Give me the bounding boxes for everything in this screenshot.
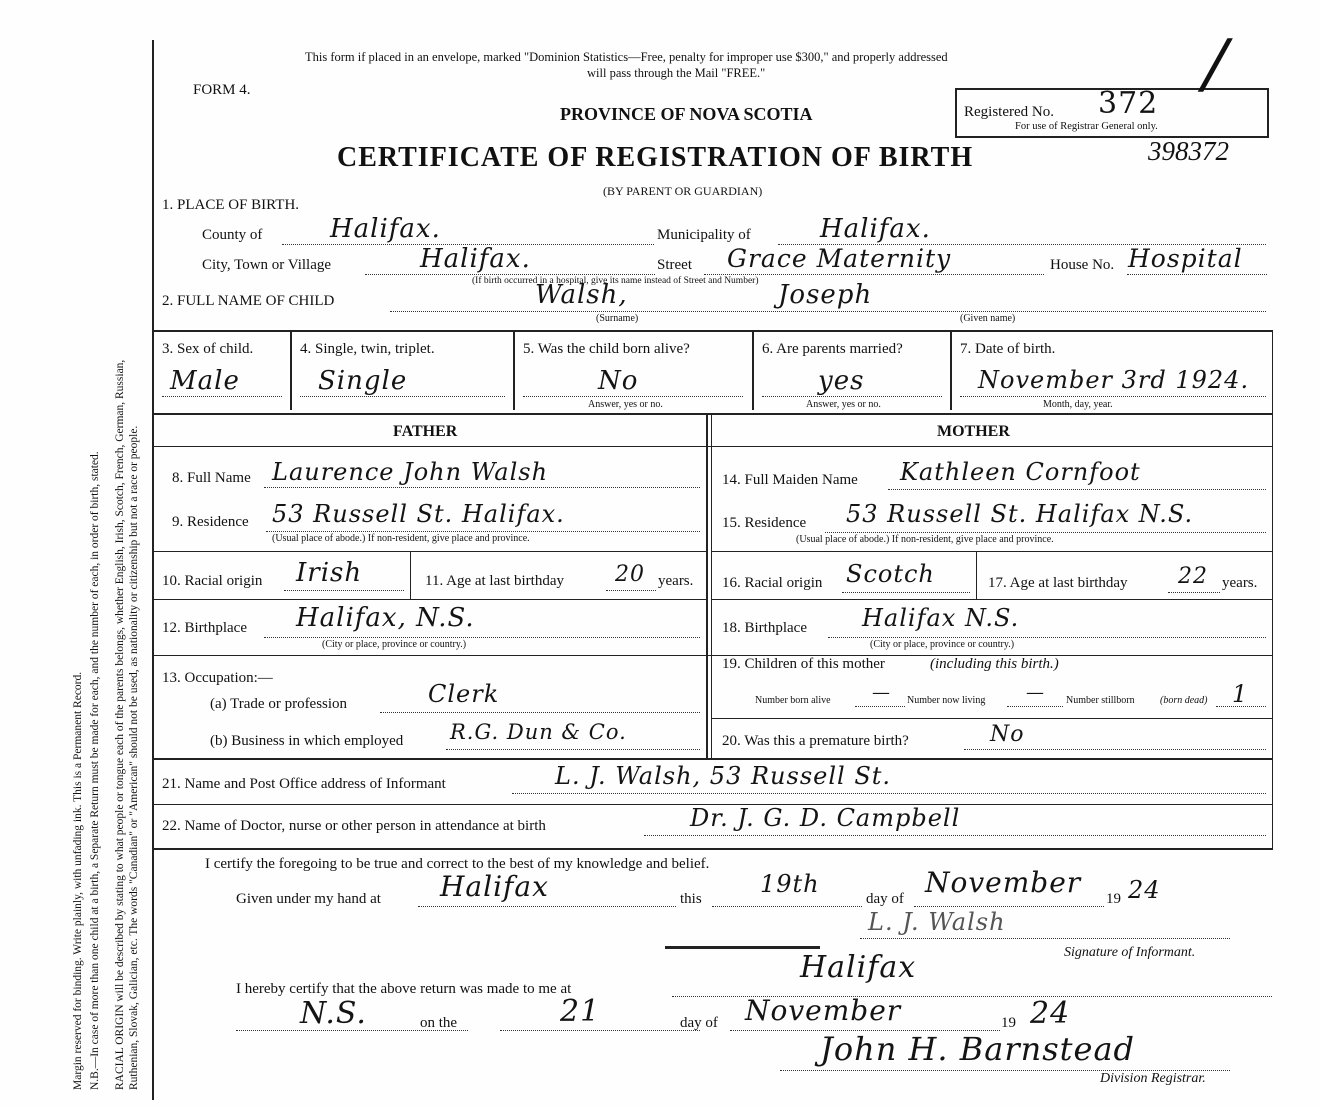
given-place-value: Halifax: [440, 870, 549, 903]
registrar-year-prefix: 19: [1001, 1015, 1016, 1031]
mother-years: years.: [1222, 575, 1258, 591]
father-business-label: (b) Business in which employed: [210, 733, 404, 749]
municipality-value: Halifax.: [820, 214, 931, 244]
dob-value: November 3rd 1924.: [978, 366, 1250, 394]
born-alive-label: Number born alive: [755, 695, 831, 706]
mother-children-note: (including this birth.): [930, 656, 1059, 672]
alive-caption: Answer, yes or no.: [588, 399, 663, 410]
corner-mark: /: [1194, 21, 1236, 109]
certification-statement: I certify the foregoing to be true and correct to the best of my knowledge and belief.: [205, 856, 710, 872]
given-caption: (Given name): [960, 313, 1016, 324]
now-living-label: Number now living: [907, 695, 986, 706]
surname-caption: (Surname): [596, 313, 639, 324]
mother-birthplace-caption: (City or place, province or country.): [870, 639, 1015, 650]
father-name-value: Laurence John Walsh: [272, 458, 549, 486]
house-label: House No.: [1050, 257, 1115, 273]
child-given-value: Joseph: [778, 280, 873, 310]
stillborn-label: Number stillborn: [1066, 695, 1135, 706]
informant-label: 21. Name and Post Office address of Informant: [162, 776, 446, 792]
given-year-value: 24: [1128, 876, 1161, 904]
on-the-label: on the: [420, 1015, 458, 1031]
doctor-label: 22. Name of Doctor, nurse or other person in attendance at birth: [162, 818, 546, 834]
father-residence-value: 53 Russell St. Halifax.: [272, 500, 565, 528]
city-label: City, Town or Village: [202, 257, 332, 273]
registrar-day-value: 21: [560, 994, 601, 1029]
father-occupation-label: 13. Occupation:—: [162, 670, 273, 686]
stamp-number: 398372: [1148, 136, 1229, 166]
registrar-signature: John H. Barnstead: [820, 1030, 1136, 1068]
married-value: yes: [818, 366, 865, 396]
province-heading: PROVINCE OF NOVA SCOTIA: [560, 104, 813, 124]
now-living-value: —: [1026, 682, 1045, 703]
form-right-border: [1272, 330, 1273, 850]
registered-number: 372: [1098, 86, 1159, 121]
doctor-value: Dr. J. G. D. Campbell: [690, 804, 961, 832]
sex-value: Male: [170, 366, 240, 396]
father-trade-label: (a) Trade or profession: [210, 696, 348, 712]
certificate-title: CERTIFICATE OF REGISTRATION OF BIRTH: [337, 142, 974, 173]
father-birthplace-value: Halifax, N.S.: [296, 603, 475, 633]
mother-age-label: 17. Age at last birthday: [988, 575, 1128, 591]
day-of-label: day of: [866, 891, 904, 907]
stillborn-value: 1: [1232, 680, 1249, 708]
mother-birthplace-label: 18. Birthplace: [722, 620, 807, 636]
hospital-note: (If birth occurred in a hospital, give its name instead of Street and Number): [472, 276, 759, 286]
father-business-value: R.G. Dun & Co.: [450, 720, 627, 744]
mother-residence-caption: (Usual place of abode.) If non-resident, give place and province.: [796, 534, 1054, 545]
premature-value: No: [990, 722, 1025, 747]
married-label: 6. Are parents married?: [762, 341, 903, 357]
signature-caption: Signature of Informant.: [1064, 945, 1196, 960]
child-surname-value: Walsh,: [535, 280, 628, 310]
separator-rule: [665, 946, 820, 949]
margin-note-nationality: Ruthenian, Slovak, Galician, etc. The words "Canadian" or "American" should not be used, as nationality or citizenship but not a race or people.: [128, 425, 140, 1090]
father-age-label: 11. Age at last birthday: [425, 573, 564, 589]
margin-note-racial-origin: RACIAL ORIGIN will be described by stating to what people or tongue each of the parents belongs, whether English, Irish, Scotch, French, German, Russian,: [114, 359, 126, 1090]
given-month-value: November: [925, 866, 1082, 899]
registrar-year-value: 24: [1030, 996, 1071, 1031]
father-residence-label: 9. Residence: [172, 514, 249, 530]
mother-children-label: 19. Children of this mother: [722, 656, 885, 672]
municipality-label: Municipality of: [657, 227, 751, 243]
mother-birthplace-value: Halifax N.S.: [862, 604, 1020, 632]
father-racial-label: 10. Racial origin: [162, 573, 263, 589]
father-residence-caption: (Usual place of abode.) If non-resident, give place and province.: [272, 533, 530, 544]
informant-signature: L. J. Walsh: [868, 908, 1006, 936]
mother-heading: MOTHER: [937, 423, 1010, 440]
county-value: Halifax.: [330, 214, 441, 244]
form-left-border: [152, 40, 154, 1100]
father-years: years.: [658, 573, 694, 589]
this-label: this: [680, 891, 702, 907]
registrar-place-value: Halifax: [800, 950, 917, 985]
married-caption: Answer, yes or no.: [806, 399, 881, 410]
informant-value: L. J. Walsh, 53 Russell St.: [555, 762, 892, 790]
father-birthplace-label: 12. Birthplace: [162, 620, 247, 636]
registrar-note: For use of Registrar General only.: [1015, 121, 1158, 132]
born-alive-value: —: [872, 682, 891, 703]
city-value: Halifax.: [420, 244, 531, 274]
given-under-label: Given under my hand at: [236, 891, 381, 907]
mother-residence-value: 53 Russell St. Halifax N.S.: [846, 500, 1194, 528]
single-label: 4. Single, twin, triplet.: [300, 341, 435, 357]
sex-label: 3. Sex of child.: [162, 341, 254, 357]
street-value: Grace Maternity: [727, 244, 952, 273]
mother-residence-label: 15. Residence: [722, 515, 807, 531]
single-value: Single: [318, 366, 408, 396]
father-age-value: 20: [615, 562, 645, 587]
column-divider: [706, 413, 708, 758]
dob-label: 7. Date of birth.: [960, 341, 1056, 357]
child-name-label: 2. FULL NAME OF CHILD: [162, 293, 335, 309]
registrar-caption: Division Registrar.: [1100, 1071, 1206, 1086]
house-value: Hospital: [1128, 244, 1243, 273]
registrar-month-value: November: [745, 994, 902, 1027]
registrar-place-value2: N.S.: [300, 996, 367, 1031]
father-heading: FATHER: [393, 423, 458, 440]
registrar-day-of-label: day of: [680, 1015, 718, 1031]
dob-caption: Month, day, year.: [1043, 399, 1113, 410]
given-day-value: 19th: [760, 870, 820, 898]
father-name-label: 8. Full Name: [172, 470, 251, 486]
mother-age-value: 22: [1178, 564, 1208, 589]
mother-racial-value: Scotch: [846, 560, 935, 588]
margin-note-binding: Margin reserved for binding. Write plainly, with unfading ink. This is a Permanent Record.: [72, 671, 84, 1090]
postal-notice-line2: will pass through the Mail "FREE.": [587, 66, 766, 80]
father-birthplace-caption: (City or place, province or country.): [322, 639, 467, 650]
margin-note-multiple-births: N.B.—In case of more than one child at a birth, a Separate Return must be made for each, and the number of each, in order of birth, stated.: [89, 451, 101, 1090]
alive-label: 5. Was the child born alive?: [523, 341, 690, 357]
form-number: FORM 4.: [193, 82, 251, 98]
mother-name-value: Kathleen Cornfoot: [900, 458, 1141, 486]
premature-label: 20. Was this a premature birth?: [722, 733, 909, 749]
stillborn-note: (born dead): [1160, 695, 1208, 706]
registrar-statement: I hereby certify that the above return was made to me at: [236, 981, 572, 997]
given-year-prefix: 19: [1106, 891, 1121, 907]
father-racial-value: Irish: [296, 558, 363, 588]
mother-racial-label: 16. Racial origin: [722, 575, 823, 591]
street-label: Street: [657, 257, 692, 273]
father-trade-value: Clerk: [428, 680, 500, 708]
alive-value: No: [598, 366, 639, 396]
county-label: County of: [202, 227, 263, 243]
postal-notice-line1: This form if placed in an envelope, marked "Dominion Statistics—Free, penalty for improper use $300," and properly addressed: [305, 50, 948, 64]
place-of-birth-label: 1. PLACE OF BIRTH.: [162, 197, 300, 213]
registered-label: Registered No.: [964, 104, 1054, 120]
mother-name-label: 14. Full Maiden Name: [722, 472, 858, 488]
certificate-subtitle: (BY PARENT OR GUARDIAN): [603, 184, 763, 198]
